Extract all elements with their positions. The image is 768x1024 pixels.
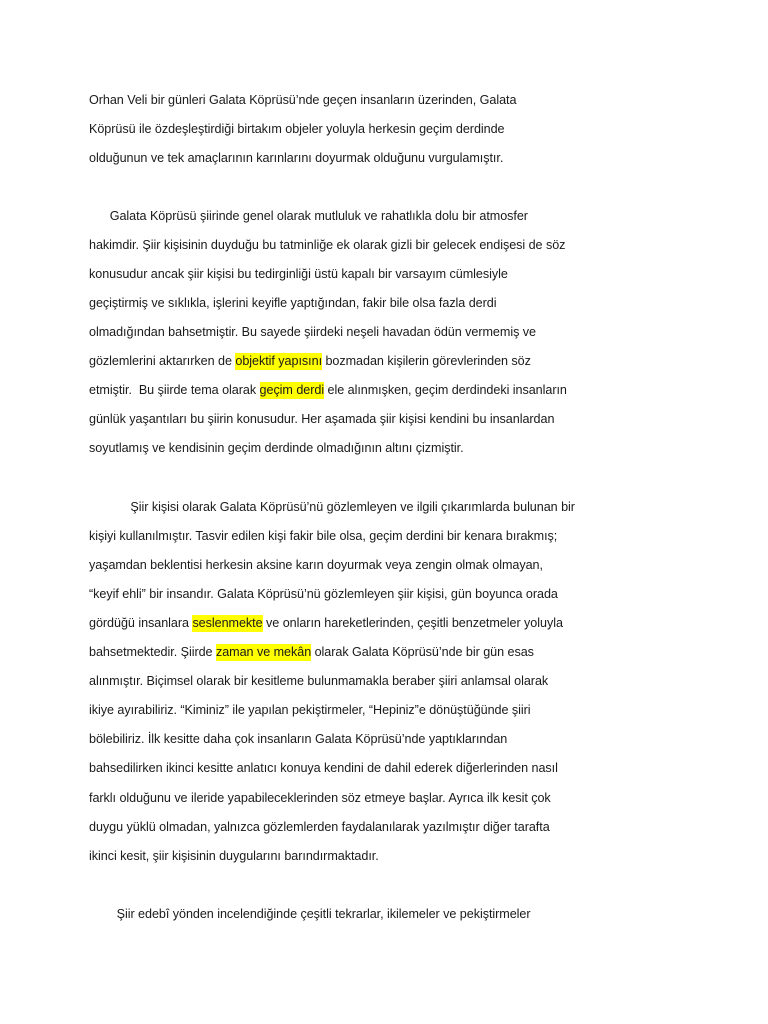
text-line [89,411,554,427]
text-segment: Şiir kişisi olarak Galata Köprüsü’nü gözlemleyen ve ilgili çıkarımlarda bulunan bir [89,500,575,514]
text-segment: bölebiliriz. İlk kesitte daha çok insanların Galata Köprüsü’nde yaptıklarından [89,732,508,747]
text-line [89,150,503,166]
text-segment: ele alınmışken, geçim derdindeki insanların [324,383,567,398]
text-segment: ve onların hareketlerinden, çeşitli benzetmeler yoluyla [262,616,563,631]
text-line [89,731,507,747]
text-segment: yaşamdan beklentisi herkesin aksine karın doyurmak veya zengin olmak olmayan, [89,558,543,573]
text-line [89,586,558,602]
text-line [89,295,496,311]
text-segment: günlük yaşantıları bu şiirin konusudur. Her aşamada şiir kişisi kendini bu insanlardan [89,412,555,427]
text-segment: Şiir edebî yönden incelendiğinde çeşitli tekrarlar, ikilemeler ve pekiştirmeler [89,907,531,921]
text-segment: Galata Köprüsü şiirinde genel olarak mutluluk ve rahatlıkla dolu bir atmosfer [89,209,528,223]
text-line [89,615,563,631]
text-segment: Köprüsü ile özdeşleştirdiği birtakım objeler yoluyla herkesin geçim derdinde [89,122,505,137]
text-line [89,673,548,689]
text-line [89,499,575,515]
text-line [89,848,379,864]
text-line [89,819,550,835]
highlighted-text: seslenmekte [192,616,263,631]
text-line [89,121,505,137]
text-line [89,324,536,340]
text-line [89,92,516,108]
text-line [89,353,531,369]
text-segment: konusudur ancak şiir kişisi bu tedirginliği üstü kapalı bir varsayım cümlesiyle [89,267,508,282]
text-segment: olmadığından bahsetmiştir. Bu sayede şiirdeki neşeli havadan ödün vermemiş ve [89,325,536,340]
text-line [89,528,557,544]
text-line [89,790,551,806]
text-segment: Orhan Veli bir günleri Galata Köprüsü’nde geçen insanların üzerinden, Galata [89,93,517,107]
highlighted-text: objektif yapısını [235,354,323,369]
text-segment: etmiştir. Bu şiirde tema olarak [89,383,260,398]
text-segment: gözlemlerini aktarırken de [89,354,236,369]
text-line [89,382,567,398]
text-segment: geçiştirmiş ve sıklıkla, işlerini keyifle yaptığından, fakir bile olsa fazla derdi [89,296,497,311]
text-segment: bahsetmektedir. Şiirde [89,645,216,660]
text-line [89,440,464,456]
text-segment: kişiyi kullanılmıştır. Tasvir edilen kişi fakir bile olsa, geçim derdini bir kenara bırakmış; [89,529,558,544]
text-segment: alınmıştır. Biçimsel olarak bir kesitleme bulunmamakla beraber şiiri anlamsal olarak [89,674,549,689]
highlighted-text: zaman ve mekân [215,645,312,660]
text-line [89,702,531,718]
text-segment: ikiye ayırabiliriz. “Kiminiz” ile yapılan pekiştirmeler, “Hepiniz”e dönüştüğünde şiiri [89,703,531,718]
text-segment: ikinci kesit, şiir kişisinin duygularını barındırmaktadır. [89,848,379,863]
text-line [89,760,558,776]
text-segment: olarak Galata Köprüsü’nde bir gün esas [311,645,534,660]
text-segment: duygu yüklü olmadan, yalnızca gözlemlerden faydalanılarak yazılmıştır diğer tarafta [89,819,550,834]
text-line [89,557,543,573]
text-segment: farklı olduğunu ve ileride yapabileceklerinden söz etmeye başlar. Ayrıca ilk kesit çok [89,790,551,805]
highlighted-text: geçim derdi [259,383,325,398]
text-line [89,237,565,253]
text-segment: bahsedilirken ikinci kesitte anlatıcı konuya kendini de dahil ederek diğerlerinden nasıl [89,761,558,776]
text-line [89,266,508,282]
text-segment: gördüğü insanlara [89,616,193,631]
text-line [89,906,531,922]
text-line [89,644,534,660]
text-segment: “keyif ehli” bir insandır. Galata Köprüsü’nü gözlemleyen şiir kişisi, gün boyunca orada [89,587,558,602]
text-segment: hakimdir. Şiir kişisinin duyduğu bu tatminliğe ek olarak gizli bir gelecek endişesi de söz [89,238,566,253]
text-segment: soyutlamış ve kendisinin geçim derdinde olmadığının altını çizmiştir. [89,441,464,456]
text-segment: olduğunun ve tek amaçlarının karınlarını doyurmak olduğunu vurgulamıştır. [89,151,504,166]
text-line [89,208,528,224]
text-segment: bozmadan kişilerin görevlerinden söz [322,354,531,369]
